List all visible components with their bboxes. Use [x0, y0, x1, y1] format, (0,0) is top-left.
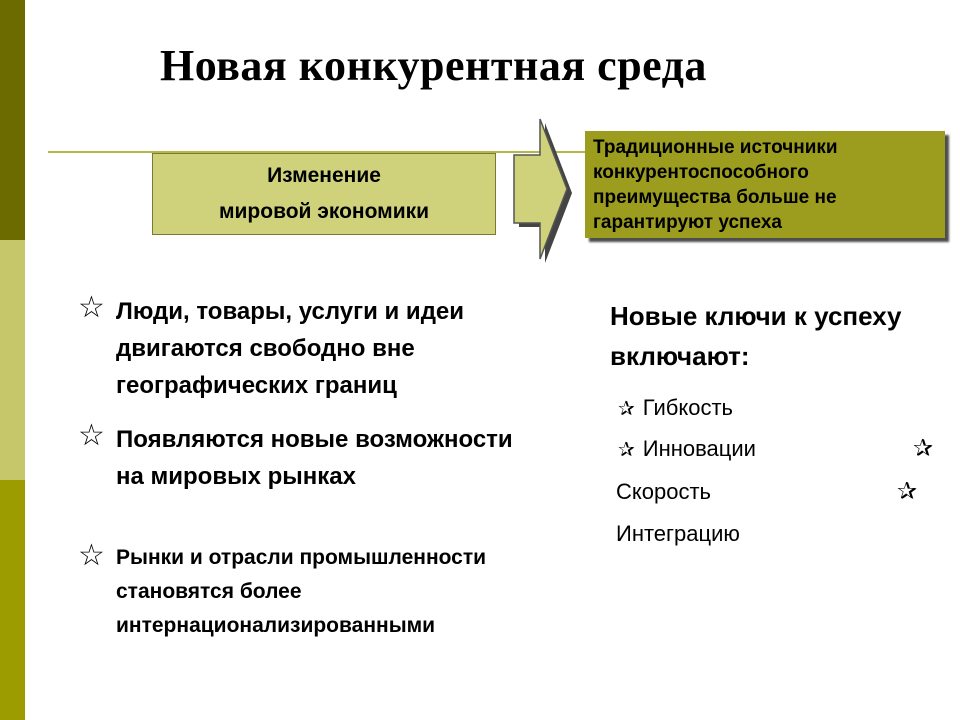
bullet-text: Появляются новые возможности на мировых рынках	[116, 426, 513, 490]
key-label: Гибкость	[642, 395, 733, 420]
key-label: Скорость	[616, 479, 712, 504]
star-bullet-icon: ☆	[78, 291, 105, 324]
star-bullet-icon: ☆	[78, 539, 105, 572]
decorative-star-icon: ✰	[897, 478, 918, 505]
right-arrow-icon	[505, 118, 575, 268]
new-keys-title: Новые ключи к успеху включают:	[610, 301, 902, 371]
traditional-sources-text: Традиционные источники конкурентоспособного преимущества больше не гарантируют успеха	[593, 137, 838, 233]
world-economy-change-box	[152, 153, 496, 235]
bullet-item	[78, 421, 528, 495]
bullet-item	[78, 541, 558, 643]
key-item	[618, 434, 756, 465]
key-item	[616, 519, 740, 549]
left-box-line-1: Изменение	[267, 164, 381, 187]
traditional-sources-box	[585, 131, 945, 238]
slide-title: Новая конкурентная среда	[160, 41, 707, 90]
left-decor-bar-top	[0, 0, 25, 240]
key-item	[616, 477, 711, 507]
bullet-text: Рынки и отрасли промышленности становятся более интернационализированными	[116, 546, 487, 637]
star-bullet-icon: ☆	[78, 419, 105, 452]
decorative-star-icon: ✰	[913, 435, 934, 462]
left-box-line-2: мировой экономики	[218, 200, 430, 223]
key-item	[618, 393, 733, 424]
bullet-text: Люди, товары, услуги и идеи двигаются свободно вне географических границ	[116, 298, 465, 399]
key-label: Интеграцию	[616, 521, 740, 546]
bullet-item	[78, 293, 548, 404]
left-decor-bar-bottom	[0, 480, 25, 720]
star-bullet-icon: ✰	[618, 439, 635, 461]
key-label: Инновации	[642, 436, 756, 461]
left-decor-bar-middle	[0, 240, 25, 480]
star-bullet-icon: ✰	[618, 398, 635, 420]
